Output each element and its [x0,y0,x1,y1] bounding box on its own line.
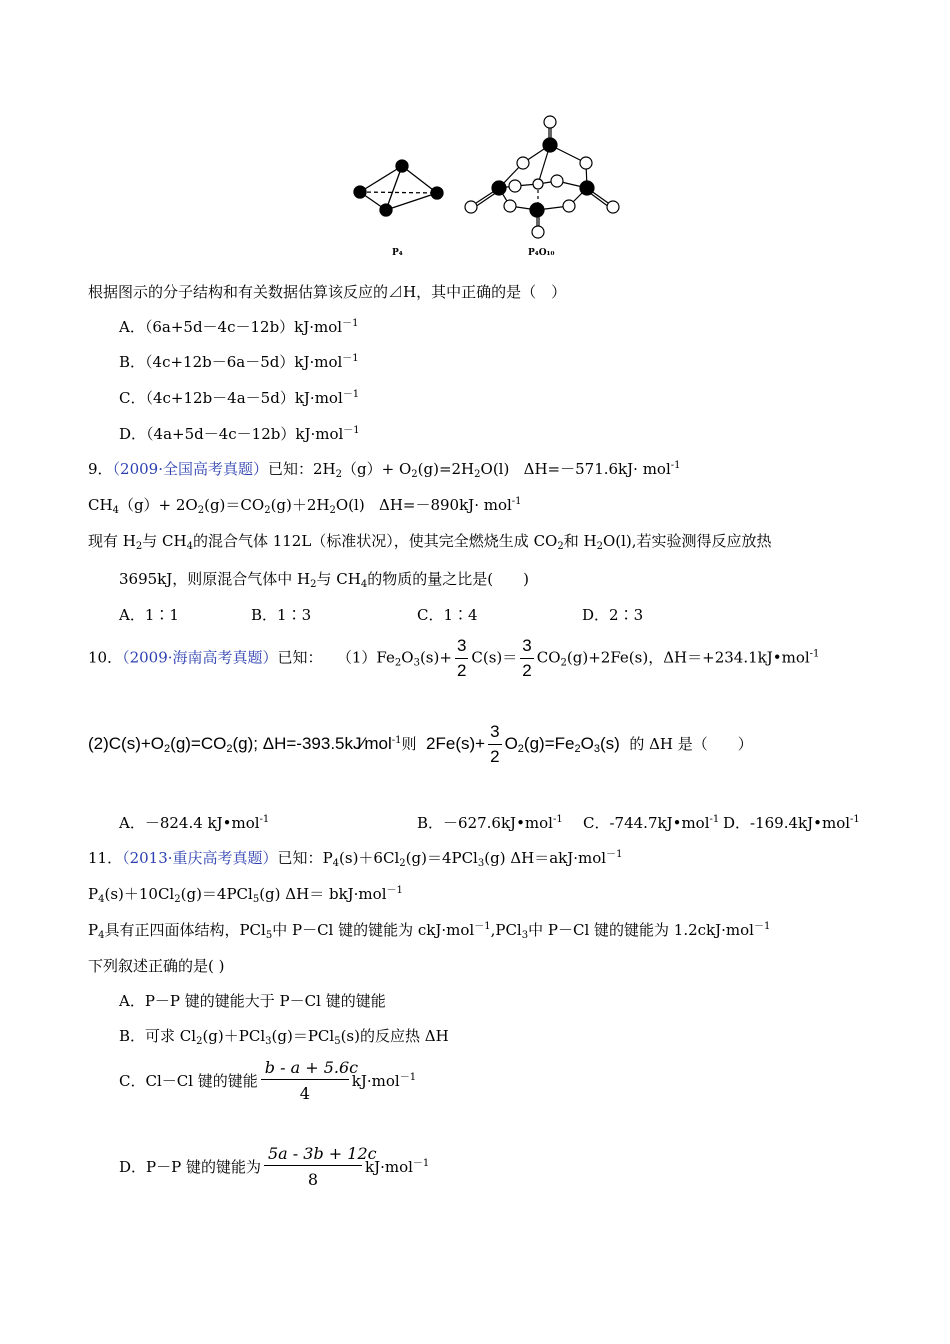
q11-option-b: B．可求 $Cl_2(g)+PCl_3(g)=PCl_5(s)$的反应热 ΔH [119,1027,449,1047]
q11-option-d: D．P－P 键的键能为 $\frac{5a - 3b + 12c}{8}$ kJ·mol$^{-1}$ [119,1144,430,1189]
q10-option-b: B．－627.6kJ•mol$^{-1}$ [417,814,563,832]
q9-option-b: B．1∶3 [251,606,312,624]
q8-option-a: A．（6a+5d－4c－12b）kJ·mol$^{-1}$ [119,318,359,336]
q9-line2: $CH_4(g)+ 2O_2(g)=CO_2(g)+2H_2O(l)$ ΔH=－890kJ· mol$^{-1}$ [88,496,522,516]
q11-option-c: C．Cl－Cl 键的键能 $\frac{b - a + 5.6c}{4}$ kJ·mol$^{-1}$ [119,1058,417,1103]
q9-line3: 现有 $H_2$与 $CH_4$的混合气体 112L（标准状况），使其完全燃烧生成 $CO_2$和 $H_2O(l)$,若实验测得反应放热 [88,532,772,552]
q9-option-c: C．1∶4 [417,606,478,624]
q8-option-d: D．（4a+5d－4c－12b）kJ·mol$^{-1}$ [119,425,360,443]
q9-source: （2009·全国高考真题） [112,460,268,478]
q10-fraction-1: $\frac{3}{2}$ [456,636,467,680]
q11-line1: 11．（2013·重庆高考真题）已知：$P_4(s)+6Cl_2(g)=4PCl_3(g)$ ΔH＝akJ·mol$^{-1}$ [88,849,623,869]
q11-line4: 下列叙述正确的是( ) [88,957,225,975]
q10-option-d: D．-169.4kJ•mol$^{-1}$ [723,814,860,832]
q11-option-d-fraction: $\frac{5a - 3b + 12c}{8}$ [264,1144,362,1189]
q10-source: （2009·海南高考真题） [122,648,278,667]
q11-option-a: A．P－P 键的键能大于 P－Cl 键的键能 [119,992,386,1010]
q9-line4: 3695kJ，则原混合气体中 $H_2$与 $CH_4$的物质的量之比是( ) [119,570,529,590]
q9-line1: 9．（2009·全国高考真题）已知：$2H_2(g)+ O_2(g)=2H_2O(l)$ ΔH=－571.6kJ· mol$^{-1}$ [88,460,681,480]
q10-line1: 10．（2009·海南高考真题）已知： $(1)Fe_2O_3(s)+$ $\frac{3}{2}$ C(s)＝ $\frac{3}{2}$ $CO_2(g)+2Fe(s)$，ΔH＝+234.1kJ•mol$^{-1}$ [88,636,820,680]
q11-option-c-fraction: $\frac{b - a + 5.6c}{4}$ [261,1058,349,1103]
q10-line2: $(2)C(s)+O_2(g)=CO_2(g)$; ΔH=-393.5kJ⁄mol$^{-1}$则 2Fe(s)+ $\frac{3}{2}$ $O_2(g)=Fe_2O_3(s)$ 的 ΔH 是（ ） [88,722,753,766]
q8-stem: 根据图示的分子结构和有关数据估算该反应的⊿H，其中正确的是（ ） [88,283,567,301]
q10-option-a: A．－824.4 kJ•mol$^{-1}$ [119,814,270,832]
q10-fraction-2: $\frac{3}{2}$ [522,636,532,680]
q10-fraction-3: $\frac{3}{2}$ [490,722,500,766]
q11-line2: $P_4(s)+10Cl_2(g)=4PCl_5(g)$ ΔH＝ bkJ·mol$^{-1}$ [88,885,403,905]
q8-option-c: C．（4c+12b－4a－5d）kJ·mol$^{-1}$ [119,389,360,407]
q10-option-c: C．-744.7kJ•mol$^{-1}$ [583,814,720,832]
p4o10-label: P₄O₁₀ [528,248,555,258]
q9-option-d: D．2∶3 [582,606,644,624]
q8-option-b: B．（4c+12b－6a－5d）kJ·mol$^{-1}$ [119,353,359,371]
p4-structure [354,160,443,216]
p4o10-structure [465,116,619,238]
q11-source: （2013·重庆高考真题） [122,849,278,867]
q11-line3: $P_4$具有正四面体结构，PCl$_5$中 P－Cl 键的键能为 ckJ·mol$^{-1}$,PCl$_3$中 P－Cl 键的键能为 1.2ckJ·mol$^{-1}$ [88,921,771,941]
p4-label: P₄ [392,248,403,258]
q9-option-a: A．1∶1 [119,606,179,624]
molecule-figure [340,110,640,265]
